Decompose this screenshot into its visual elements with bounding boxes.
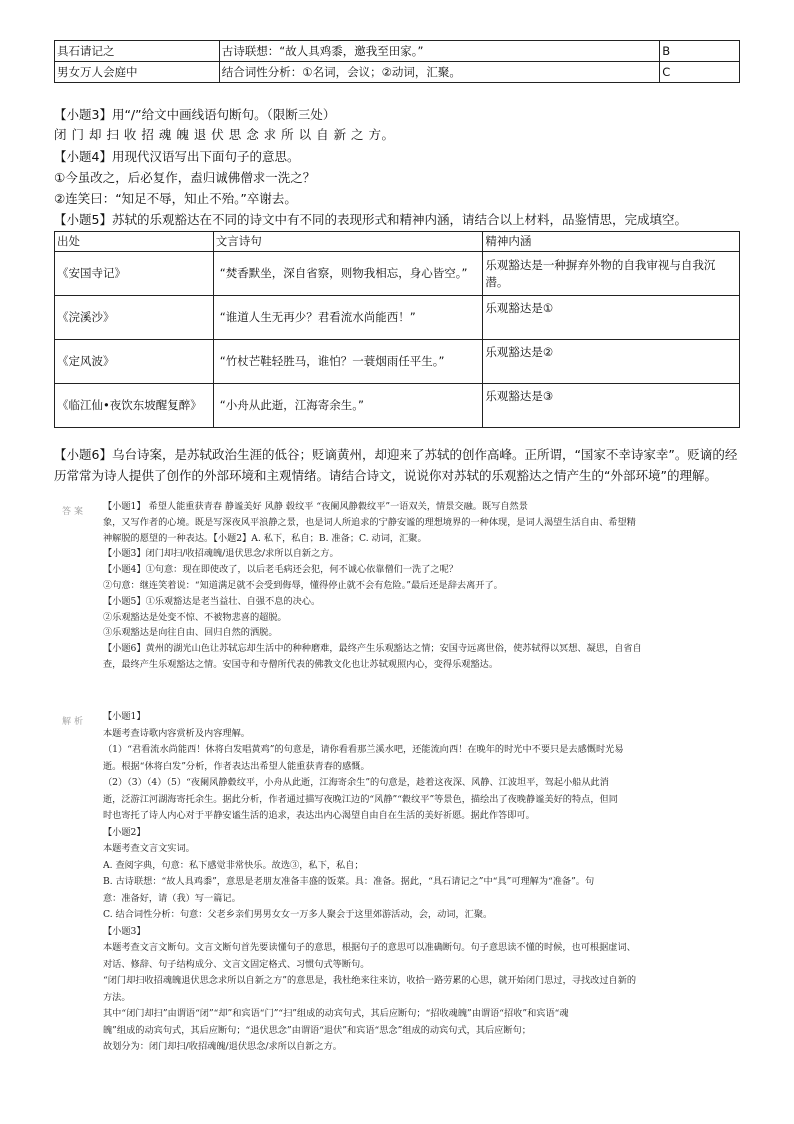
analysis-line: B. 古诗联想：“故人具鸡黍”，意思是老朋友准备丰盛的饭菜。具：准备。据此，“具石请记之”中“具”可理解为“准备”。句: [103, 876, 595, 887]
analysis-line: 方法。: [103, 991, 131, 1003]
answer-line: ③乐观豁达是向往自由、回归自然的洒脱。: [103, 627, 278, 639]
table-cell: 《临江仙•夜饮东坡醒复醉》: [55, 384, 214, 428]
header-cell: 精神内涵: [483, 232, 740, 252]
answer-line: 【小题1】 希望人能重获青春 静谧美好 风静 毂纹平 “夜阑风静縠纹平”一语双关，情景交融。既写自然景: [103, 501, 528, 512]
analysis-line: （2）（3）（4）（5）“夜阑风静縠纹平，小舟从此逝，江海寄余生”的句意是，趁着这夜深、风静、江波坦平，驾起小船从此消: [103, 777, 609, 788]
analysis-line: 【小题3】: [103, 925, 146, 937]
analysis-line: 逝，泛游江河湖海寄托余生。据此分析，作者通过描写夜晚江边的“风静”“縠纹平”等景色，描绘出了夜晚静谧美好的特点，但同: [103, 793, 618, 805]
answer-line: 【小题4】①句意：现在即使改了，以后老毛病还会犯，何不诚心依靠僧们一洗了之呢？: [103, 564, 458, 576]
analysis-line: 逝。根据“休将白发”分析，作者表达出希望人能重获青春的感慨。: [103, 760, 370, 772]
analysis-line: （1）“君看流水尚能西！休将白发唱黄鸡”的句意是，请你看看那兰溪水吧，还能流向西！在晚年的时光中不要只是去感慨时光易: [103, 744, 624, 755]
table-header-row: [55, 232, 740, 252]
question-3-sentence: 闭 门 却 扫 收 招 魂 魄 退 伏 思 念 求 所 以 自 新 之 方。: [54, 127, 395, 142]
table-cell: “谁道人生无再少？君看流水尚能西！”: [213, 296, 483, 340]
analysis-line: 本题考查诗歌内容赏析及内容理解。: [103, 727, 250, 739]
question-5-prompt: 【小题5】苏轼的乐观豁达在不同的诗文中有不同的表现形式和精神内涵，请结合以上材料，品鉴情思，完成填空。: [54, 212, 687, 227]
analysis-line: 本题考查文言文断句。文言文断句首先要读懂句子的意思，根据句子的意思可以准确断句。句子意思读不懂的时候，也可根据虚词、: [103, 942, 636, 953]
table-cell: 男女万人会庭中: [55, 62, 220, 83]
answer-line: 【小题3】闭门却扫/收招魂魄/退伏思念/求所以自新之方。: [103, 548, 339, 560]
analysis-line: C. 结合词性分析：句意：父老乡亲们男男女女一万多人聚会于这里郊游活动，会，动词，汇聚。: [103, 909, 493, 920]
answer-line: 【小题5】①乐观豁达是老当益壮、自强不息的决心。: [103, 595, 321, 607]
analysis-block: [103, 709, 743, 1056]
analysis-line: 本题考查文言文实词。: [103, 843, 195, 854]
answer-label: 答案: [62, 507, 87, 517]
question-6-text: 【小题6】乌台诗案，是苏轼政治生涯的低谷；贬谪黄州，却迎来了苏轼的创作高峰。正所谓，“国家不幸诗家幸”。贬谪的经历常常为诗人提供了创作的外部环境和主观情绪。请结合诗文，说说你对苏轼的乐观豁达之情产生的“外部环境”的理解。: [54, 447, 738, 483]
table-cell: 乐观豁达是②: [483, 340, 740, 384]
vocabulary-table: [54, 40, 740, 83]
table-row: [55, 41, 740, 62]
question-4-sentence-1: ①今虽改之，后必复作，盍归诚佛僧求一洗之？: [54, 170, 316, 185]
analysis-label: 解析: [62, 717, 87, 727]
question-4-prompt: 【小题4】用现代汉语写出下面句子的意思。: [54, 149, 300, 164]
table-cell: 古诗联想：“故人具鸡黍，邀我至田家。”: [219, 41, 659, 62]
header-cell: 出处: [55, 232, 214, 252]
table-cell: 具石请记之: [55, 41, 220, 62]
table-row: [55, 340, 740, 384]
table-cell: 《安国寺记》: [55, 252, 214, 296]
table-row: [55, 62, 740, 83]
table-cell: “焚香默坐，深自省察，则物我相忘，身心皆空。”: [213, 252, 483, 296]
analysis-line: 故划分为：闭门却扫/收招魂魄/退伏思念/求所以自新之方。: [103, 1041, 342, 1052]
answer-line: 【小题6】黄州的湖光山色让苏轼忘却生活中的种种磨难，最终产生乐观豁达之情；安国寺远离世俗，使苏轼得以冥想、凝思，自省自: [103, 643, 642, 655]
answer-line: ②句意：继连笑着说：“知道满足就不会受到侮辱，懂得停止就不会有危险。”最后还是辞去离开了。: [103, 579, 503, 591]
analysis-line: 【小题2】: [103, 826, 146, 838]
table-cell: 乐观豁达是①: [483, 296, 740, 340]
question-4-sentence-2: ②连笑曰：“知足不辱，知止不殆。”卒谢去。: [54, 191, 297, 206]
answer-line: ②乐观豁达是处变不惊、不被物悲喜的超脱。: [103, 611, 287, 623]
analysis-line: 魄”组成的动宾句式，其后应断句；“退伏思念”由谓语“退伏”和宾语“思念”组成的动宾句式，其后应断句；: [103, 1024, 531, 1036]
analysis-line: 时也寄托了诗人内心对于平静安谧生活的追求，表达出内心渴望自由自在生活的美好祈愿。据此作答即可。: [103, 810, 535, 821]
table-cell: “竹杖芒鞋轻胜马，谁怕？一蓑烟雨任平生。”: [213, 340, 483, 384]
table-row: [55, 384, 740, 428]
analysis-line: “闭门却扫收招魂魄退伏思念求所以自新之方”的意思是，我杜绝来往来访，收拾一路劳累的心思，就开始闭门思过，寻找改过自新的: [103, 975, 637, 986]
table-row: [55, 296, 740, 340]
question-3-prompt: 【小题3】用“/”给文中画线语句断句。（限断三处）: [54, 107, 336, 122]
table-cell: “小舟从此逝，江海寄余生。”: [213, 384, 483, 428]
table-cell: 《定风波》: [55, 340, 214, 384]
appreciation-table: [54, 231, 740, 428]
analysis-line: 对话、修辞、句子结构成分、文言文固定格式、习惯句式等断句。: [103, 958, 370, 970]
analysis-line: 意：准备好，请（我）写一篇记。: [103, 892, 241, 904]
table-row: [55, 252, 740, 296]
table-cell: C: [660, 62, 740, 83]
table-cell: B: [660, 41, 740, 62]
analysis-line: A. 查阅字典，句意：私下感觉非常快乐。故选③，私下，私自；: [103, 859, 364, 871]
table-cell: 乐观豁达是③: [483, 384, 740, 428]
table-cell: 结合词性分析：①名词，会议；②动词，汇聚。: [219, 62, 659, 83]
analysis-line: 【小题1】: [103, 711, 146, 722]
answer-line: 查，最终产生乐观豁达之情。安国寺和寺僧所代表的佛教文化也让苏轼观照内心，变得乐观豁达。: [103, 658, 499, 670]
table-cell: 乐观豁达是一种摒弃外物的自我审视与自我沉潜。: [483, 252, 740, 296]
table-cell: 《浣溪沙》: [55, 296, 214, 340]
analysis-line: 其中“闭门却扫”由谓语“闭”“却”和宾语“门”“扫”组成的动宾句式，其后应断句；“招收魂魄”由谓语“招收”和宾语“魂: [103, 1008, 569, 1019]
answer-line: 象，又写作者的心境。既是写深夜风平浪静之景，也是词人所追求的宁静安谧的理想境界的一种体现，是词人渴望生活自由、希望精: [103, 516, 636, 528]
answer-block: [103, 499, 743, 673]
answer-line: 神解脱的愿望的一种表达。【小题2】A. 私下，私自；B. 准备；C. 动词，汇聚。: [103, 532, 427, 544]
header-cell: 文言诗句: [213, 232, 483, 252]
